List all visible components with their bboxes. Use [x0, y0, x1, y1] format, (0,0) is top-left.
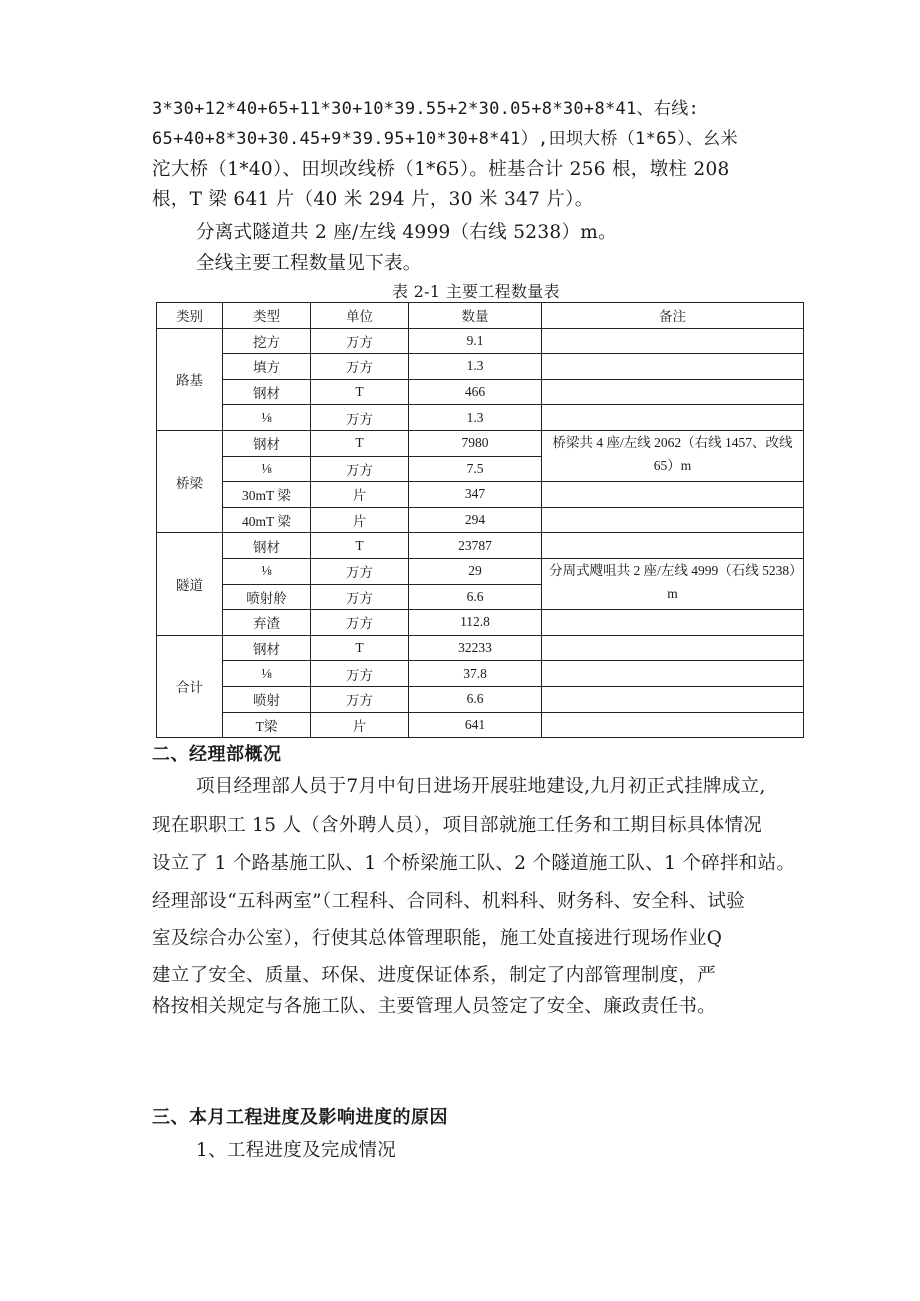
type-cell: 钢材: [223, 430, 311, 456]
type-cell: 填方: [223, 354, 311, 380]
type-cell: 喷射: [223, 686, 311, 712]
type-cell: 40mT 梁: [223, 507, 311, 533]
note-cell: [542, 661, 804, 687]
note-cell: 分周式飕咀共 2 座/左线 4999（石线 5238）m: [542, 558, 804, 609]
intro-line-6: 全线主要工程数量见下表。: [196, 253, 422, 274]
qty-cell: 1.3: [409, 354, 542, 380]
section-2-line-2: 现在职职工 15 人（含外聘人员），项目部就施工任务和工期目标具体情况: [152, 815, 763, 836]
note-cell: [542, 405, 804, 431]
unit-cell: 万方: [311, 354, 409, 380]
table-row: [157, 686, 804, 712]
type-cell: 喷射舲: [223, 584, 311, 610]
table-row: [157, 482, 804, 508]
type-cell: 弃渣: [223, 610, 311, 636]
note-cell: [542, 533, 804, 559]
note-cell: [542, 712, 804, 738]
type-cell: 钢材: [223, 379, 311, 405]
unit-cell: 万方: [311, 456, 409, 482]
header-quantity: 数量: [409, 303, 542, 329]
section-2-line-3: 设立了 1 个路基施工队、1 个桥梁施工队、2 个隧道施工队、1 个碎拌和站。: [152, 853, 796, 874]
type-cell: ⅛: [223, 405, 311, 431]
section-3-subheading: 1、工程进度及完成情况: [196, 1140, 397, 1161]
qty-cell: 9.1: [409, 328, 542, 354]
intro-line-3: 沱大桥（1*40）、田坝改线桥（1*65）。桩基合计 256 根，墩柱 208: [152, 159, 730, 180]
intro-line-1: 3*30+12*40+65+11*30+10*39.55+2*30.05+8*30+8*41、右线:: [152, 99, 700, 119]
unit-cell: 万方: [311, 686, 409, 712]
unit-cell: 万方: [311, 558, 409, 584]
category-cell: 隧道: [157, 533, 223, 635]
unit-cell: 片: [311, 482, 409, 508]
note-cell: [542, 686, 804, 712]
qty-cell: 294: [409, 507, 542, 533]
table-row: [157, 379, 804, 405]
note-cell: [542, 482, 804, 508]
table-row: [157, 712, 804, 738]
header-unit: 单位: [311, 303, 409, 329]
type-cell: ⅛: [223, 661, 311, 687]
table-row: [157, 430, 804, 456]
table-caption: 表 2-1 主要工程数量表: [392, 282, 560, 301]
table-row: [157, 558, 804, 584]
category-cell: 桥梁: [157, 430, 223, 532]
note-cell: 桥梁共 4 座/左线 2062（右线 1457、改线 65）m: [542, 430, 804, 481]
note-cell: [542, 610, 804, 636]
qty-cell: 641: [409, 712, 542, 738]
qty-cell: 112.8: [409, 610, 542, 636]
note-cell: [542, 328, 804, 354]
type-cell: 挖方: [223, 328, 311, 354]
qty-cell: 466: [409, 379, 542, 405]
table-row: [157, 507, 804, 533]
unit-cell: T: [311, 635, 409, 661]
section-2-line-6: 建立了安全、质量、环保、进度保证体系，制定了内部管理制度，严: [152, 965, 717, 986]
table-row: [157, 610, 804, 636]
qty-cell: 37.8: [409, 661, 542, 687]
section-3-heading: 三、本月工程进度及影响进度的原因: [152, 1107, 448, 1128]
category-cell: 路基: [157, 328, 223, 430]
section-2-line-7: 格按相关规定与各施工队、主要管理人员签定了安全、廉政责任书。: [152, 996, 717, 1017]
qty-cell: 1.3: [409, 405, 542, 431]
qty-cell: 7.5: [409, 456, 542, 482]
unit-cell: 片: [311, 712, 409, 738]
header-type: 类型: [223, 303, 311, 329]
unit-cell: 万方: [311, 328, 409, 354]
qty-cell: 347: [409, 482, 542, 508]
table-row: [157, 635, 804, 661]
qty-cell: 23787: [409, 533, 542, 559]
qty-cell: 6.6: [409, 686, 542, 712]
note-cell: [542, 354, 804, 380]
section-2-line-5: 室及综合办公室），行使其总体管理职能，施工处直接进行现场作业Q: [152, 928, 723, 949]
intro-line-5: 分离式隧道共 2 座/左线 4999（右线 5238）m。: [196, 222, 617, 243]
intro-line-4: 根，T 梁 641 片（40 米 294 片，30 米 347 片）。: [152, 189, 594, 210]
qty-cell: 7980: [409, 430, 542, 456]
qty-cell: 6.6: [409, 584, 542, 610]
table-row: [157, 328, 804, 354]
table-row: [157, 533, 804, 559]
table-row: [157, 661, 804, 687]
section-2-heading: 二、经理部概况: [152, 744, 282, 765]
unit-cell: T: [311, 533, 409, 559]
unit-cell: 万方: [311, 661, 409, 687]
section-2-line-1: 项目经理部人员于7月中旬日进场开展驻地建设,九月初正式挂牌成立,: [196, 776, 766, 797]
type-cell: T梁: [223, 712, 311, 738]
intro-line-2: 65+40+8*30+30.45+9*39.95+10*30+8*41）,田坝大桥（1*65）、幺米: [152, 129, 738, 149]
table-header-row: [157, 303, 804, 329]
section-2-line-4: 经理部设“五科两室”（工程科、合同科、机料科、财务科、安全科、试验: [152, 891, 746, 912]
type-cell: 钢材: [223, 635, 311, 661]
unit-cell: T: [311, 430, 409, 456]
category-cell: 合计: [157, 635, 223, 737]
type-cell: ⅛: [223, 558, 311, 584]
table-row: [157, 354, 804, 380]
note-cell: [542, 507, 804, 533]
unit-cell: 片: [311, 507, 409, 533]
quantity-table: [156, 302, 804, 738]
type-cell: 钢材: [223, 533, 311, 559]
note-cell: [542, 379, 804, 405]
unit-cell: 万方: [311, 584, 409, 610]
qty-cell: 32233: [409, 635, 542, 661]
header-note: 备注: [542, 303, 804, 329]
unit-cell: 万方: [311, 610, 409, 636]
table-row: [157, 405, 804, 431]
unit-cell: T: [311, 379, 409, 405]
type-cell: 30mT 梁: [223, 482, 311, 508]
note-cell: [542, 635, 804, 661]
qty-cell: 29: [409, 558, 542, 584]
type-cell: ⅛: [223, 456, 311, 482]
header-category: 类别: [157, 303, 223, 329]
unit-cell: 万方: [311, 405, 409, 431]
